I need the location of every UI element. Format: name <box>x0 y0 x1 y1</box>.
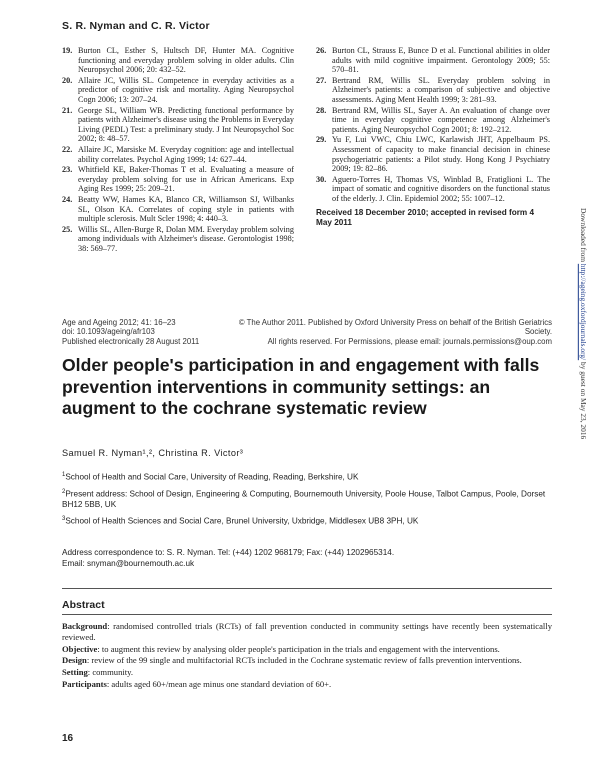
affiliation-item <box>62 470 552 484</box>
affiliation-text: School of Health and Social Care, University of Reading, Reading, Berkshire, UK <box>65 472 359 482</box>
reference-item <box>62 165 294 194</box>
permissions-line: All rights reserved. For Permissions, please email: journals.permissions@oup.com <box>267 336 552 346</box>
article-title: Older people's participation in and engagement with falls prevention interventions in community settings: an augment to the cochrane systematic review <box>62 355 540 419</box>
page-number: 16 <box>62 733 74 744</box>
abstract-heading: Abstract <box>62 599 105 611</box>
abstract-label: Setting <box>62 667 88 678</box>
reference-item <box>316 135 550 173</box>
reference-number: 26. <box>316 46 327 55</box>
abstract-text: : randomised controlled trials (RCTs) of fall prevention conducted in community settings have recently been systematically reviewed. <box>62 621 552 642</box>
published-date: Published electronically 28 August 2011 <box>62 336 200 346</box>
abstract-label: Design <box>62 655 87 666</box>
reference-text: Burton CL, Esther S, Hultsch DF, Hunter MA. Cognitive functioning and everyday problem solving in older adults. Clin Neuropsychol 2006; 20: 432–52. <box>78 46 294 75</box>
journal-meta-left <box>62 318 212 346</box>
reference-text: Bertrand RM, Willis SL. Everyday problem solving in Alzheimer's patients: a comparison of subjective and objective assessments. Aging Ment Health 1999; 3: 281–93. <box>332 75 550 104</box>
copyright-line: © The Author 2011. Published by Oxford University Press on behalf of the British Geriatrics Society. <box>238 318 552 337</box>
reference-text: Beatty WW, Hames KA, Blanco CR, Williamson SJ, Wilbanks SL, Olson KA. Correlates of coping style in patients with multiple sclerosis. Mult Scler 1998; 4: 440–3. <box>78 194 294 224</box>
reference-item <box>62 225 294 254</box>
references-left-column <box>62 46 294 254</box>
affiliation-marker: 1 <box>62 472 66 478</box>
abstract-paragraph <box>62 655 552 666</box>
reference-text: Bertrand RM, Willis SL, Sayer A. An evaluation of change over time in everyday cognitive competence among Alzheimer's patients. Aging Neuropsychol Cogn 2001; 8: 192–212. <box>332 105 550 134</box>
reference-item <box>62 76 294 105</box>
reference-item <box>316 106 550 135</box>
abstract-body <box>62 621 552 691</box>
sidebar-prefix: Downloaded from <box>579 208 588 264</box>
affiliation-text: Present address: School of Design, Engineering & Computing, Bournemouth University, Poole House, Talbot Campus, Poole, Dorset BH12 5BB, UK <box>62 489 546 510</box>
reference-number: 25. <box>62 224 73 234</box>
reference-number: 23. <box>62 165 73 175</box>
reference-number: 21. <box>62 105 73 115</box>
download-sidebar <box>576 208 588 578</box>
correspondence-email[interactable]: Email: snyman@bournemouth.ac.uk <box>62 558 195 568</box>
affiliations <box>62 470 552 530</box>
abstract-label: Background <box>62 621 108 631</box>
abstract-text: : adults aged 60+/mean age minus one standard deviation of 60+. <box>106 678 332 689</box>
reference-text: Aguero-Torres H, Thomas VS, Winblad B, Fratiglioni L. The impact of somatic and cognitive disorders on the functional status of the elderly. J. Clin. Epidemiol 2002; 55: 1007–12. <box>332 174 550 203</box>
reference-number: 28. <box>316 105 327 115</box>
reference-item <box>316 46 550 75</box>
divider-top <box>62 588 552 589</box>
reference-item <box>62 46 294 75</box>
reference-text: Allaire JC, Willis SL. Competence in everyday activities as a predictor of cognitive risk and mortality. Aging Neuropsychol Cogn 2006; 13: 207–24. <box>78 75 294 104</box>
affiliation-marker: 3 <box>62 515 66 522</box>
reference-text: Allaire JC, Marsiske M. Everyday cognition: age and intellectual ability correlates. Psychol Aging 1999; 14: 627–44. <box>78 144 294 164</box>
journal-doi[interactable]: doi: 10.1093/ageing/afr103 <box>62 327 155 337</box>
reference-number: 30. <box>316 174 327 184</box>
reference-text: Burton CL, Strauss E, Bunce D et al. Functional abilities in older adults with mild cognitive impairment. Gerontology 2009; 55: 570–81. <box>332 46 550 75</box>
sidebar-suffix: by guest on May 23, 2016 <box>579 360 588 440</box>
abstract-paragraph <box>62 644 552 655</box>
abstract-text: : community. <box>87 667 134 678</box>
correspondence-address: Address correspondence to: S. R. Nyman. Tel: (+44) 1202 968179; Fax: (+44) 1202965314. <box>62 548 395 557</box>
affiliation-item <box>62 514 552 528</box>
correspondence-block <box>62 548 552 570</box>
abstract-paragraph <box>62 621 552 643</box>
affiliation-text: School of Health Sciences and Social Care, Brunel University, Uxbridge, Middlesex UB8 3PH, UK <box>65 516 419 526</box>
journal-citation: Age and Ageing 2012; 41: 16–23 <box>62 318 176 327</box>
reference-item <box>62 195 294 224</box>
abstract-text: : to augment this review by analysing older people's participation in the trials and engagement with the interventions. <box>97 643 500 654</box>
reference-number: 29. <box>316 135 327 145</box>
reference-number: 20. <box>62 75 73 85</box>
abstract-label: Participants <box>62 678 107 689</box>
running-header: S. R. Nyman and C. R. Victor <box>62 20 210 32</box>
reference-item <box>62 106 294 144</box>
reference-text: Willis SL, Allen-Burge R, Dolan MM. Everyday problem solving among individuals with Alzheimer's disease. Gerontologist 1998; 38: 569–77. <box>78 224 294 253</box>
affiliation-marker: 2 <box>62 488 66 495</box>
reference-text: George SL, William WB. Predicting functional performance by patients with Alzheimer's disease using the Problems in Everyday Living (PEDL) Test: a preliminary study. J Int Neuropsychol Soc 2002; 8: 48–57. <box>78 105 294 144</box>
journal-meta-right <box>212 318 552 346</box>
author-list: Samuel R. Nyman¹,², Christina R. Victor³ <box>62 448 244 458</box>
received-date: Received 18 December 2010; accepted in revised form 4 May 2011 <box>316 207 534 227</box>
affiliation-item <box>62 487 552 511</box>
references-right-column <box>316 46 550 228</box>
reference-text: Whitfield KE, Baker-Thomas T et al. Evaluating a measure of everyday problem solving for use in African Americans. Exp Aging Res 1999; 25: 209–21. <box>78 165 294 194</box>
reference-number: 22. <box>62 144 73 154</box>
reference-number: 27. <box>316 75 327 85</box>
reference-text: Yu F, Lui VWC, Chiu LWC, Karlawish JHT, Appelbaum PS. Assessment of capacity to make financial decision in chinese psychogeriatric patients: a Pilot study. Hong Kong J Psychiatry 2009; 19: 82–86. <box>332 135 550 174</box>
reference-number: 24. <box>62 194 73 204</box>
sidebar-link[interactable]: http://ageing.oxfordjournals.org/ <box>579 263 588 361</box>
abstract-paragraph <box>62 667 552 678</box>
reference-item <box>316 76 550 105</box>
abstract-paragraph <box>62 679 552 690</box>
abstract-text: : review of the 99 single and multifactorial RCTs included in the Cochrane systematic review of falls prevention interventions. <box>86 655 522 666</box>
abstract-label: Objective <box>62 643 98 654</box>
reference-number: 19. <box>62 46 73 55</box>
reference-item <box>62 145 294 164</box>
reference-item <box>316 175 550 204</box>
divider-bottom <box>62 614 552 615</box>
